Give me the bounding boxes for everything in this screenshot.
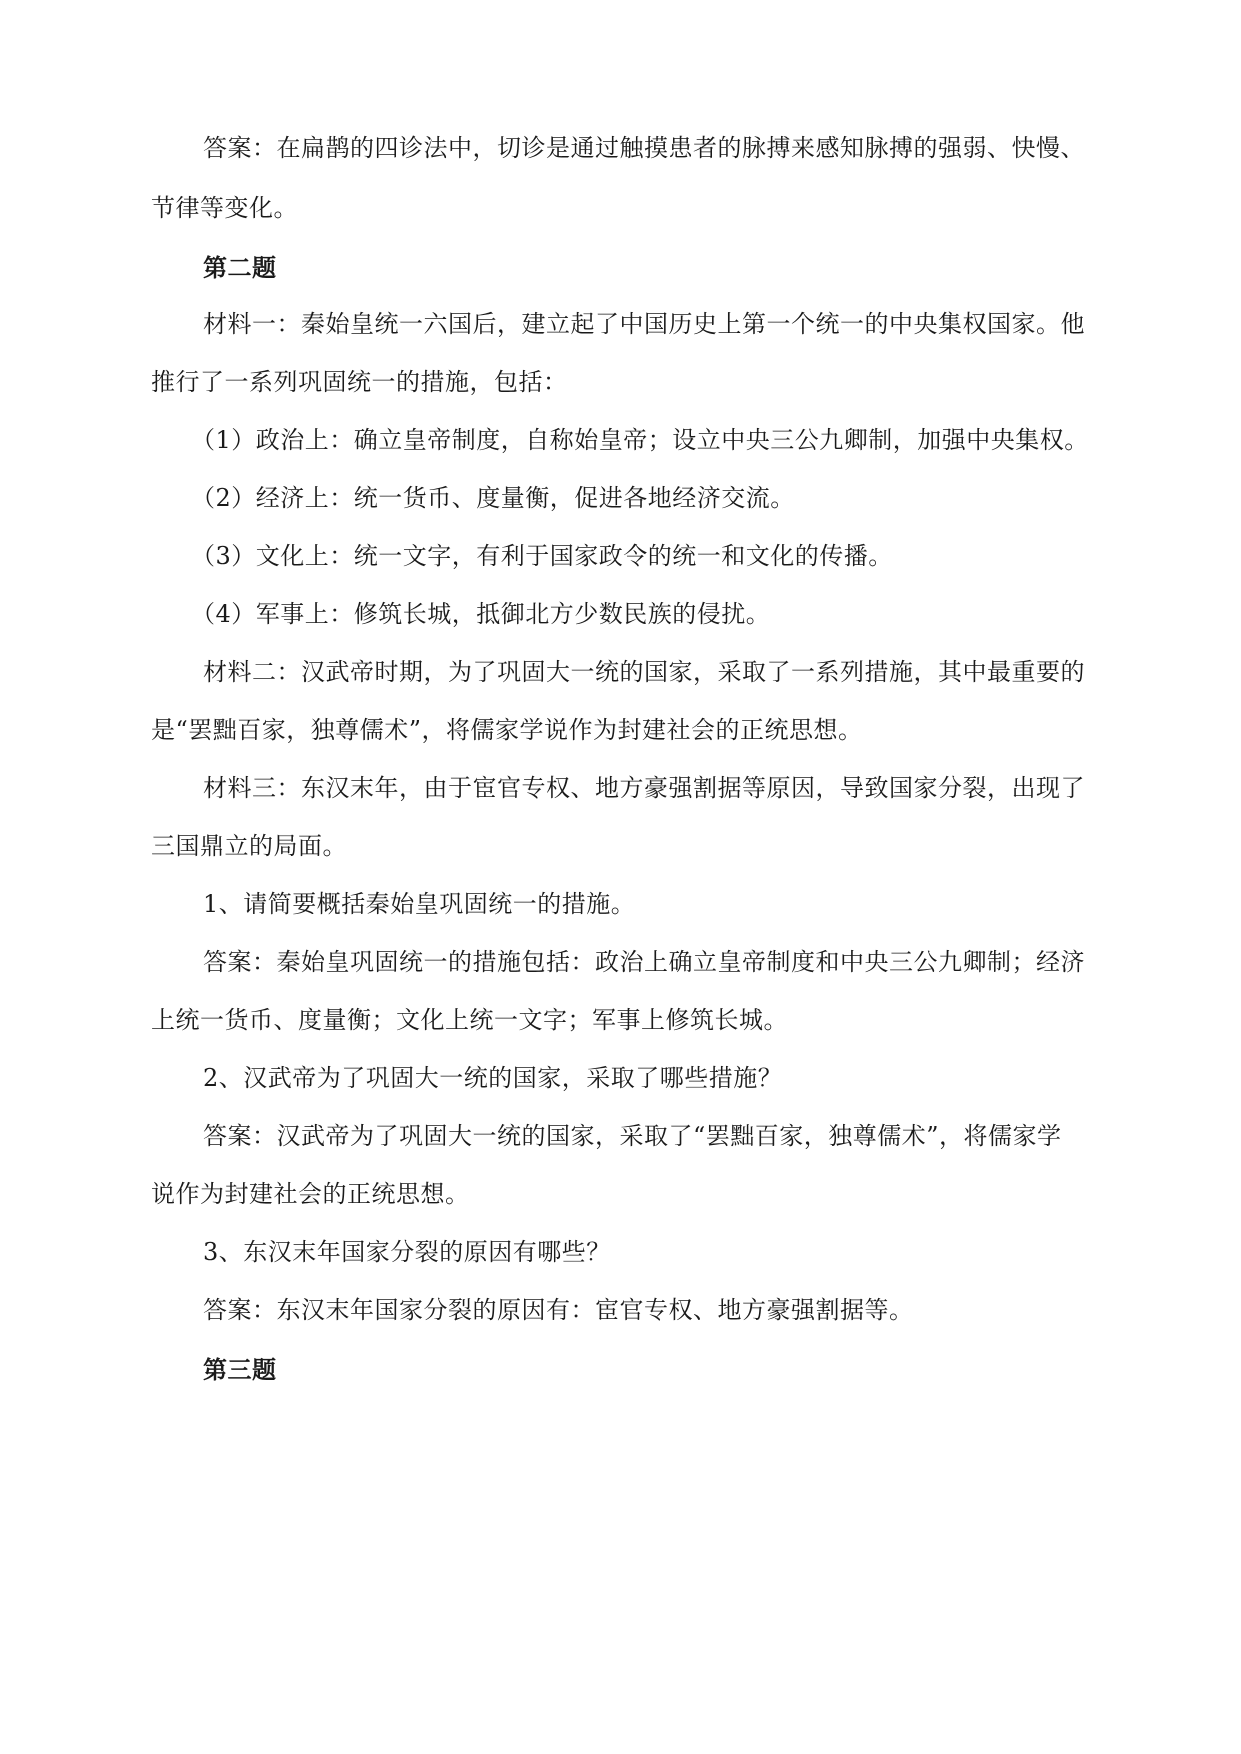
answer-text-line: 答案：汉武帝为了巩固大一统的国家，采取了“罢黜百家，独尊儒术”，将儒家学 bbox=[203, 1122, 1062, 1150]
material-text-line: 材料二：汉武帝时期，为了巩固大一统的国家，采取了一系列措施，其中最重要的 bbox=[203, 658, 1085, 686]
answer-text-line: 说作为封建社会的正统思想。 bbox=[151, 1180, 470, 1208]
section-heading: 第二题 bbox=[203, 253, 277, 282]
material-text-line: 是“罢黜百家，独尊儒术”，将儒家学说作为封建社会的正统思想。 bbox=[151, 716, 863, 744]
material-text-line: 材料三：东汉末年，由于宦官专权、地方豪强割据等原因，导致国家分裂，出现了 bbox=[203, 774, 1085, 802]
question-line: 3、东汉末年国家分裂的原因有哪些？ bbox=[203, 1238, 611, 1266]
material-list-item: （4）军事上：修筑长城，抵御北方少数民族的侵扰。 bbox=[191, 600, 771, 628]
material-text-line: 推行了一系列巩固统一的措施，包括： bbox=[151, 368, 568, 396]
material-list-item: （1）政治上：确立皇帝制度，自称始皇帝；设立中央三公九卿制，加强中央集权。 bbox=[191, 426, 1089, 454]
question-line: 1、请简要概括秦始皇巩固统一的措施。 bbox=[203, 890, 636, 918]
material-list-item: （3）文化上：统一文字，有利于国家政令的统一和文化的传播。 bbox=[191, 542, 893, 570]
answer-text-line: 节律等变化。 bbox=[151, 194, 298, 222]
answer-text-line: 答案：在扁鹊的四诊法中，切诊是通过触摸患者的脉搏来感知脉搏的强弱、快慢、 bbox=[203, 134, 1085, 162]
answer-text-line: 答案：东汉末年国家分裂的原因有：宦官专权、地方豪强割据等。 bbox=[203, 1296, 914, 1324]
material-text-line: 材料一：秦始皇统一六国后，建立起了中国历史上第一个统一的中央集权国家。他 bbox=[203, 310, 1085, 338]
question-line: 2、汉武帝为了巩固大一统的国家，采取了哪些措施？ bbox=[203, 1064, 783, 1092]
answer-text-line: 答案：秦始皇巩固统一的措施包括：政治上确立皇帝制度和中央三公九卿制；经济 bbox=[203, 948, 1085, 976]
material-text-line: 三国鼎立的局面。 bbox=[151, 832, 347, 860]
answer-text-line: 上统一货币、度量衡；文化上统一文字；军事上修筑长城。 bbox=[151, 1006, 788, 1034]
section-heading: 第三题 bbox=[203, 1355, 277, 1384]
material-list-item: （2）经济上：统一货币、度量衡，促进各地经济交流。 bbox=[191, 484, 795, 512]
